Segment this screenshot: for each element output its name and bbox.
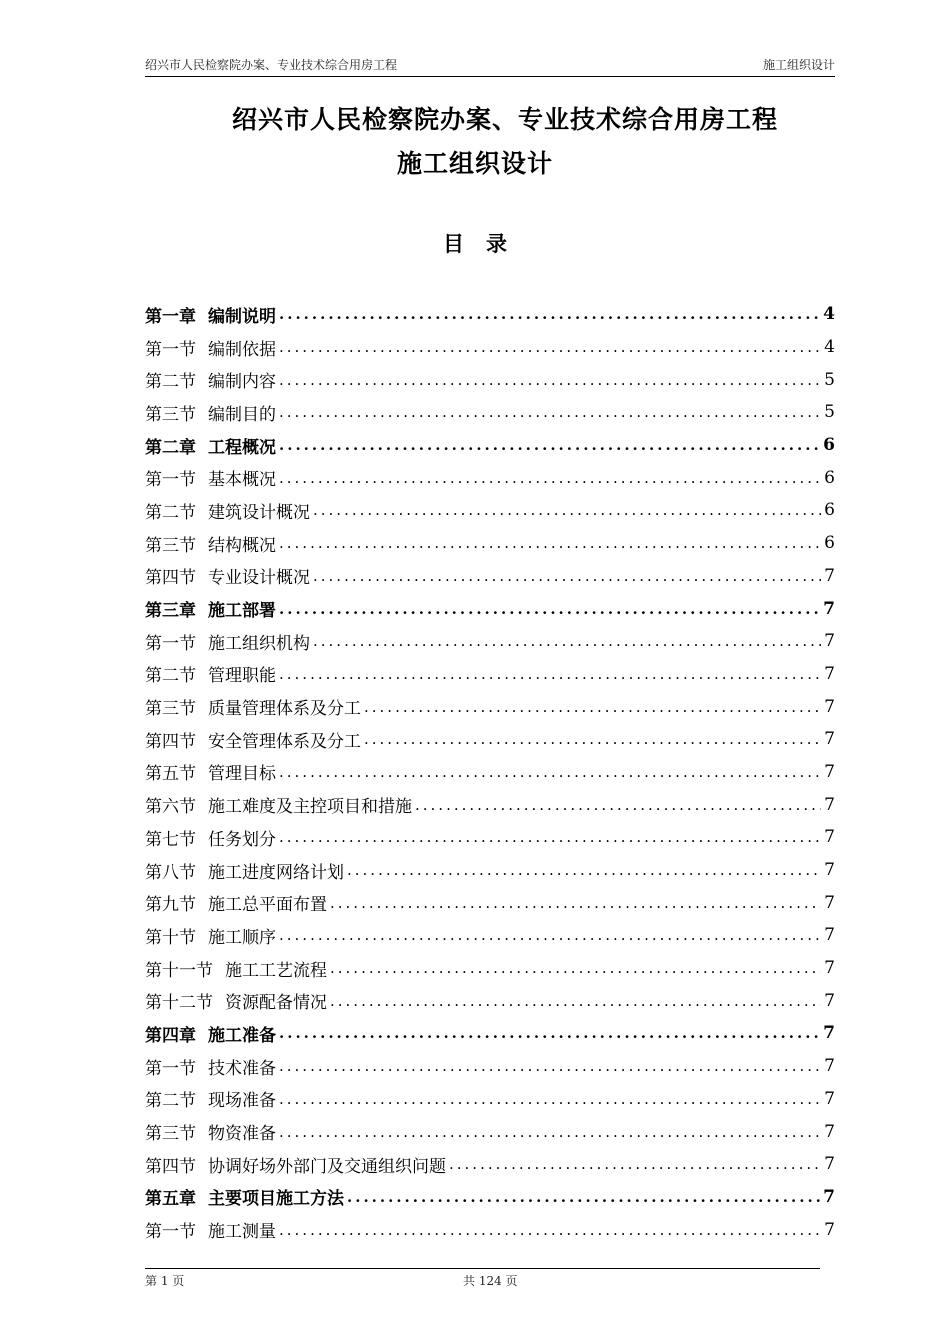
toc-entry-title: 施工顺序 xyxy=(208,927,276,948)
toc-entry-title: 施工难度及主控项目和措施 xyxy=(208,797,412,818)
toc-entry-page: 7 xyxy=(824,958,835,979)
toc-dot-leader xyxy=(279,305,820,323)
footer-page-number: 第 1 页 xyxy=(145,1274,185,1288)
toc-entry-number: 第二节 xyxy=(145,666,196,687)
toc-dot-leader xyxy=(279,1123,821,1141)
toc-section-entry[interactable] xyxy=(145,1083,835,1116)
toc-dot-leader xyxy=(364,698,821,716)
toc-entry-page: 4 xyxy=(823,304,835,325)
toc-entry-number: 第一节 xyxy=(145,633,196,654)
toc-entry-page: 4 xyxy=(824,337,835,358)
toc-entry-title: 工程概况 xyxy=(208,437,276,458)
toc-entry-page: 7 xyxy=(824,1154,835,1175)
toc-entry-page: 7 xyxy=(824,990,835,1011)
toc-entry-page: 7 xyxy=(824,1219,835,1240)
toc-section-entry[interactable] xyxy=(145,461,835,494)
footer-total-pages: 共 124 页 xyxy=(463,1274,518,1288)
toc-entry-number: 第三节 xyxy=(145,699,196,720)
toc-section-entry[interactable] xyxy=(145,658,835,691)
toc-dot-leader xyxy=(364,730,821,748)
toc-entry-page: 5 xyxy=(824,402,835,423)
toc-entry-page: 7 xyxy=(823,598,835,619)
toc-entry-number: 第一节 xyxy=(145,470,196,491)
toc-section-entry[interactable] xyxy=(145,952,835,985)
toc-chapter-entry[interactable] xyxy=(145,1017,835,1050)
toc-entry-number: 第十二节 xyxy=(145,993,213,1014)
toc-dot-leader xyxy=(279,828,821,846)
toc-entry-number: 第四节 xyxy=(145,568,196,589)
toc-entry-title: 物资准备 xyxy=(208,1124,276,1145)
toc-section-entry[interactable] xyxy=(145,1115,835,1148)
toc-dot-leader xyxy=(313,632,821,650)
toc-entry-title: 结构概况 xyxy=(208,535,276,556)
toc-heading: 目录 xyxy=(443,231,529,256)
toc-entry-number: 第四节 xyxy=(145,1156,196,1177)
toc-entry-page: 7 xyxy=(824,860,835,881)
toc-entry-number: 第八节 xyxy=(145,862,196,883)
document-subtitle: 施工组织设计 xyxy=(396,149,553,178)
toc-entry-page: 7 xyxy=(824,794,835,815)
toc-entry-number: 第七节 xyxy=(145,829,196,850)
toc-entry-number: 第二章 xyxy=(145,437,196,458)
toc-section-entry[interactable] xyxy=(145,1148,835,1181)
toc-entry-number: 第四章 xyxy=(145,1025,196,1046)
toc-dot-leader xyxy=(330,959,821,977)
toc-entry-title: 施工部署 xyxy=(208,601,276,622)
toc-section-entry[interactable] xyxy=(145,788,835,821)
toc-section-entry[interactable] xyxy=(145,560,835,593)
toc-section-entry[interactable] xyxy=(145,396,835,429)
toc-entry-title: 技术准备 xyxy=(208,1058,276,1079)
toc-entry-title: 管理职能 xyxy=(208,666,276,687)
toc-entry-number: 第三节 xyxy=(145,535,196,556)
toc-dot-leader xyxy=(449,1155,821,1173)
toc-dot-leader xyxy=(313,567,821,585)
page-footer xyxy=(145,1268,820,1289)
toc-entry-title: 专业设计概况 xyxy=(208,568,310,589)
toc-entry-title: 建筑设计概况 xyxy=(208,502,310,523)
document-title: 绍兴市人民检察院办案、专业技术综合用房工程 xyxy=(231,105,778,134)
toc-entry-title: 安全管理体系及分工 xyxy=(208,731,361,752)
toc-dot-leader xyxy=(279,338,821,356)
toc-dot-leader xyxy=(279,403,821,421)
toc-chapter-entry[interactable] xyxy=(145,1181,835,1214)
toc-entry-title: 资源配备情况 xyxy=(225,993,327,1014)
toc-section-entry[interactable] xyxy=(145,690,835,723)
toc-entry-number: 第十节 xyxy=(145,927,196,948)
toc-entry-number: 第五章 xyxy=(145,1189,196,1210)
toc-dot-leader xyxy=(347,861,821,879)
toc-dot-leader xyxy=(279,1221,821,1239)
toc-entry-title: 管理目标 xyxy=(208,764,276,785)
toc-dot-leader xyxy=(279,926,821,944)
toc-entry-number: 第十一节 xyxy=(145,960,213,981)
toc-section-entry[interactable] xyxy=(145,886,835,919)
toc-entry-page: 7 xyxy=(824,761,835,782)
toc-entry-number: 第五节 xyxy=(145,764,196,785)
toc-section-entry[interactable] xyxy=(145,1213,835,1246)
toc-dot-leader xyxy=(330,992,821,1010)
toc-dot-leader xyxy=(313,501,821,519)
toc-dot-leader xyxy=(279,1024,820,1042)
page-header xyxy=(145,56,835,77)
toc-entry-title: 施工总平面布置 xyxy=(208,895,327,916)
toc-section-entry[interactable] xyxy=(145,527,835,560)
toc-entry-title: 任务划分 xyxy=(208,829,276,850)
toc-entry-page: 7 xyxy=(824,827,835,848)
toc-chapter-entry[interactable] xyxy=(145,429,835,462)
toc-entry-title: 编制依据 xyxy=(208,339,276,360)
toc-entry-page: 7 xyxy=(823,1186,835,1207)
toc-entry-title: 基本概况 xyxy=(208,470,276,491)
toc-entry-title: 施工测量 xyxy=(208,1222,276,1243)
toc-dot-leader xyxy=(330,894,821,912)
toc-dot-leader xyxy=(347,1188,820,1206)
toc-entry-number: 第一章 xyxy=(145,306,196,327)
toc-entry-number: 第二节 xyxy=(145,502,196,523)
toc-entry-page: 7 xyxy=(824,1088,835,1109)
toc-entry-page: 7 xyxy=(824,1121,835,1142)
toc-entry-page: 7 xyxy=(824,631,835,652)
header-doc-type: 施工组织设计 xyxy=(762,58,835,72)
toc-section-entry[interactable] xyxy=(145,854,835,887)
toc-section-entry[interactable] xyxy=(145,1050,835,1083)
toc-entry-page: 6 xyxy=(824,533,835,554)
toc-section-entry[interactable] xyxy=(145,723,835,756)
toc-entry-number: 第六节 xyxy=(145,797,196,818)
toc-entry-title: 编制目的 xyxy=(208,404,276,425)
toc-entry-page: 7 xyxy=(824,1056,835,1077)
toc-entry-page: 7 xyxy=(824,663,835,684)
toc-dot-leader xyxy=(279,436,820,454)
toc-entry-page: 7 xyxy=(824,696,835,717)
toc-dot-leader xyxy=(279,763,821,781)
toc-entry-page: 6 xyxy=(823,435,835,456)
toc-entry-title: 施工进度网络计划 xyxy=(208,862,344,883)
toc-section-entry[interactable] xyxy=(145,821,835,854)
toc-dot-leader xyxy=(279,534,821,552)
toc-entry-title: 协调好场外部门及交通组织问题 xyxy=(208,1156,446,1177)
toc-entry-title: 施工准备 xyxy=(208,1025,276,1046)
toc-entry-number: 第三章 xyxy=(145,601,196,622)
toc-entry-title: 现场准备 xyxy=(208,1091,276,1112)
toc-entry-number: 第一节 xyxy=(145,1058,196,1079)
toc-entry-page: 7 xyxy=(824,565,835,586)
toc-dot-leader xyxy=(279,600,820,618)
toc-dot-leader xyxy=(279,665,821,683)
toc-section-entry[interactable] xyxy=(145,331,835,364)
toc-entry-number: 第四节 xyxy=(145,731,196,752)
toc-section-entry[interactable] xyxy=(145,756,835,789)
toc-entry-number: 第二节 xyxy=(145,372,196,393)
toc-dot-leader xyxy=(415,796,821,814)
toc-dot-leader xyxy=(279,1057,821,1075)
toc-entry-number: 第二节 xyxy=(145,1091,196,1112)
toc-entry-page: 6 xyxy=(824,500,835,521)
toc-section-entry[interactable] xyxy=(145,363,835,396)
toc-entry-number: 第三节 xyxy=(145,1124,196,1145)
toc-entry-title: 主要项目施工方法 xyxy=(208,1189,344,1210)
toc-entry-title: 施工工艺流程 xyxy=(225,960,327,981)
toc-entry-page: 7 xyxy=(823,1023,835,1044)
toc-entry-number: 第九节 xyxy=(145,895,196,916)
toc-entry-page: 7 xyxy=(824,729,835,750)
toc-entry-page: 6 xyxy=(824,467,835,488)
header-project-name: 绍兴市人民检察院办案、专业技术综合用房工程 xyxy=(145,58,398,72)
toc-entry-page: 7 xyxy=(824,925,835,946)
toc-entry-title: 质量管理体系及分工 xyxy=(208,699,361,720)
toc-dot-leader xyxy=(279,1090,821,1108)
toc-chapter-entry[interactable] xyxy=(145,592,835,625)
toc-entry-page: 7 xyxy=(824,892,835,913)
toc-entry-title: 施工组织机构 xyxy=(208,633,310,654)
toc-section-entry[interactable] xyxy=(145,919,835,952)
toc-chapter-entry[interactable] xyxy=(145,298,835,331)
toc-entry-page: 5 xyxy=(824,369,835,390)
toc-entry-number: 第一节 xyxy=(145,339,196,360)
table-of-contents xyxy=(145,298,835,1246)
toc-entry-number: 第三节 xyxy=(145,404,196,425)
toc-dot-leader xyxy=(279,469,821,487)
toc-entry-title: 编制说明 xyxy=(208,306,276,327)
toc-entry-title: 编制内容 xyxy=(208,372,276,393)
toc-entry-number: 第一节 xyxy=(145,1222,196,1243)
toc-section-entry[interactable] xyxy=(145,494,835,527)
toc-section-entry[interactable] xyxy=(145,984,835,1017)
toc-dot-leader xyxy=(279,371,821,389)
toc-section-entry[interactable] xyxy=(145,625,835,658)
